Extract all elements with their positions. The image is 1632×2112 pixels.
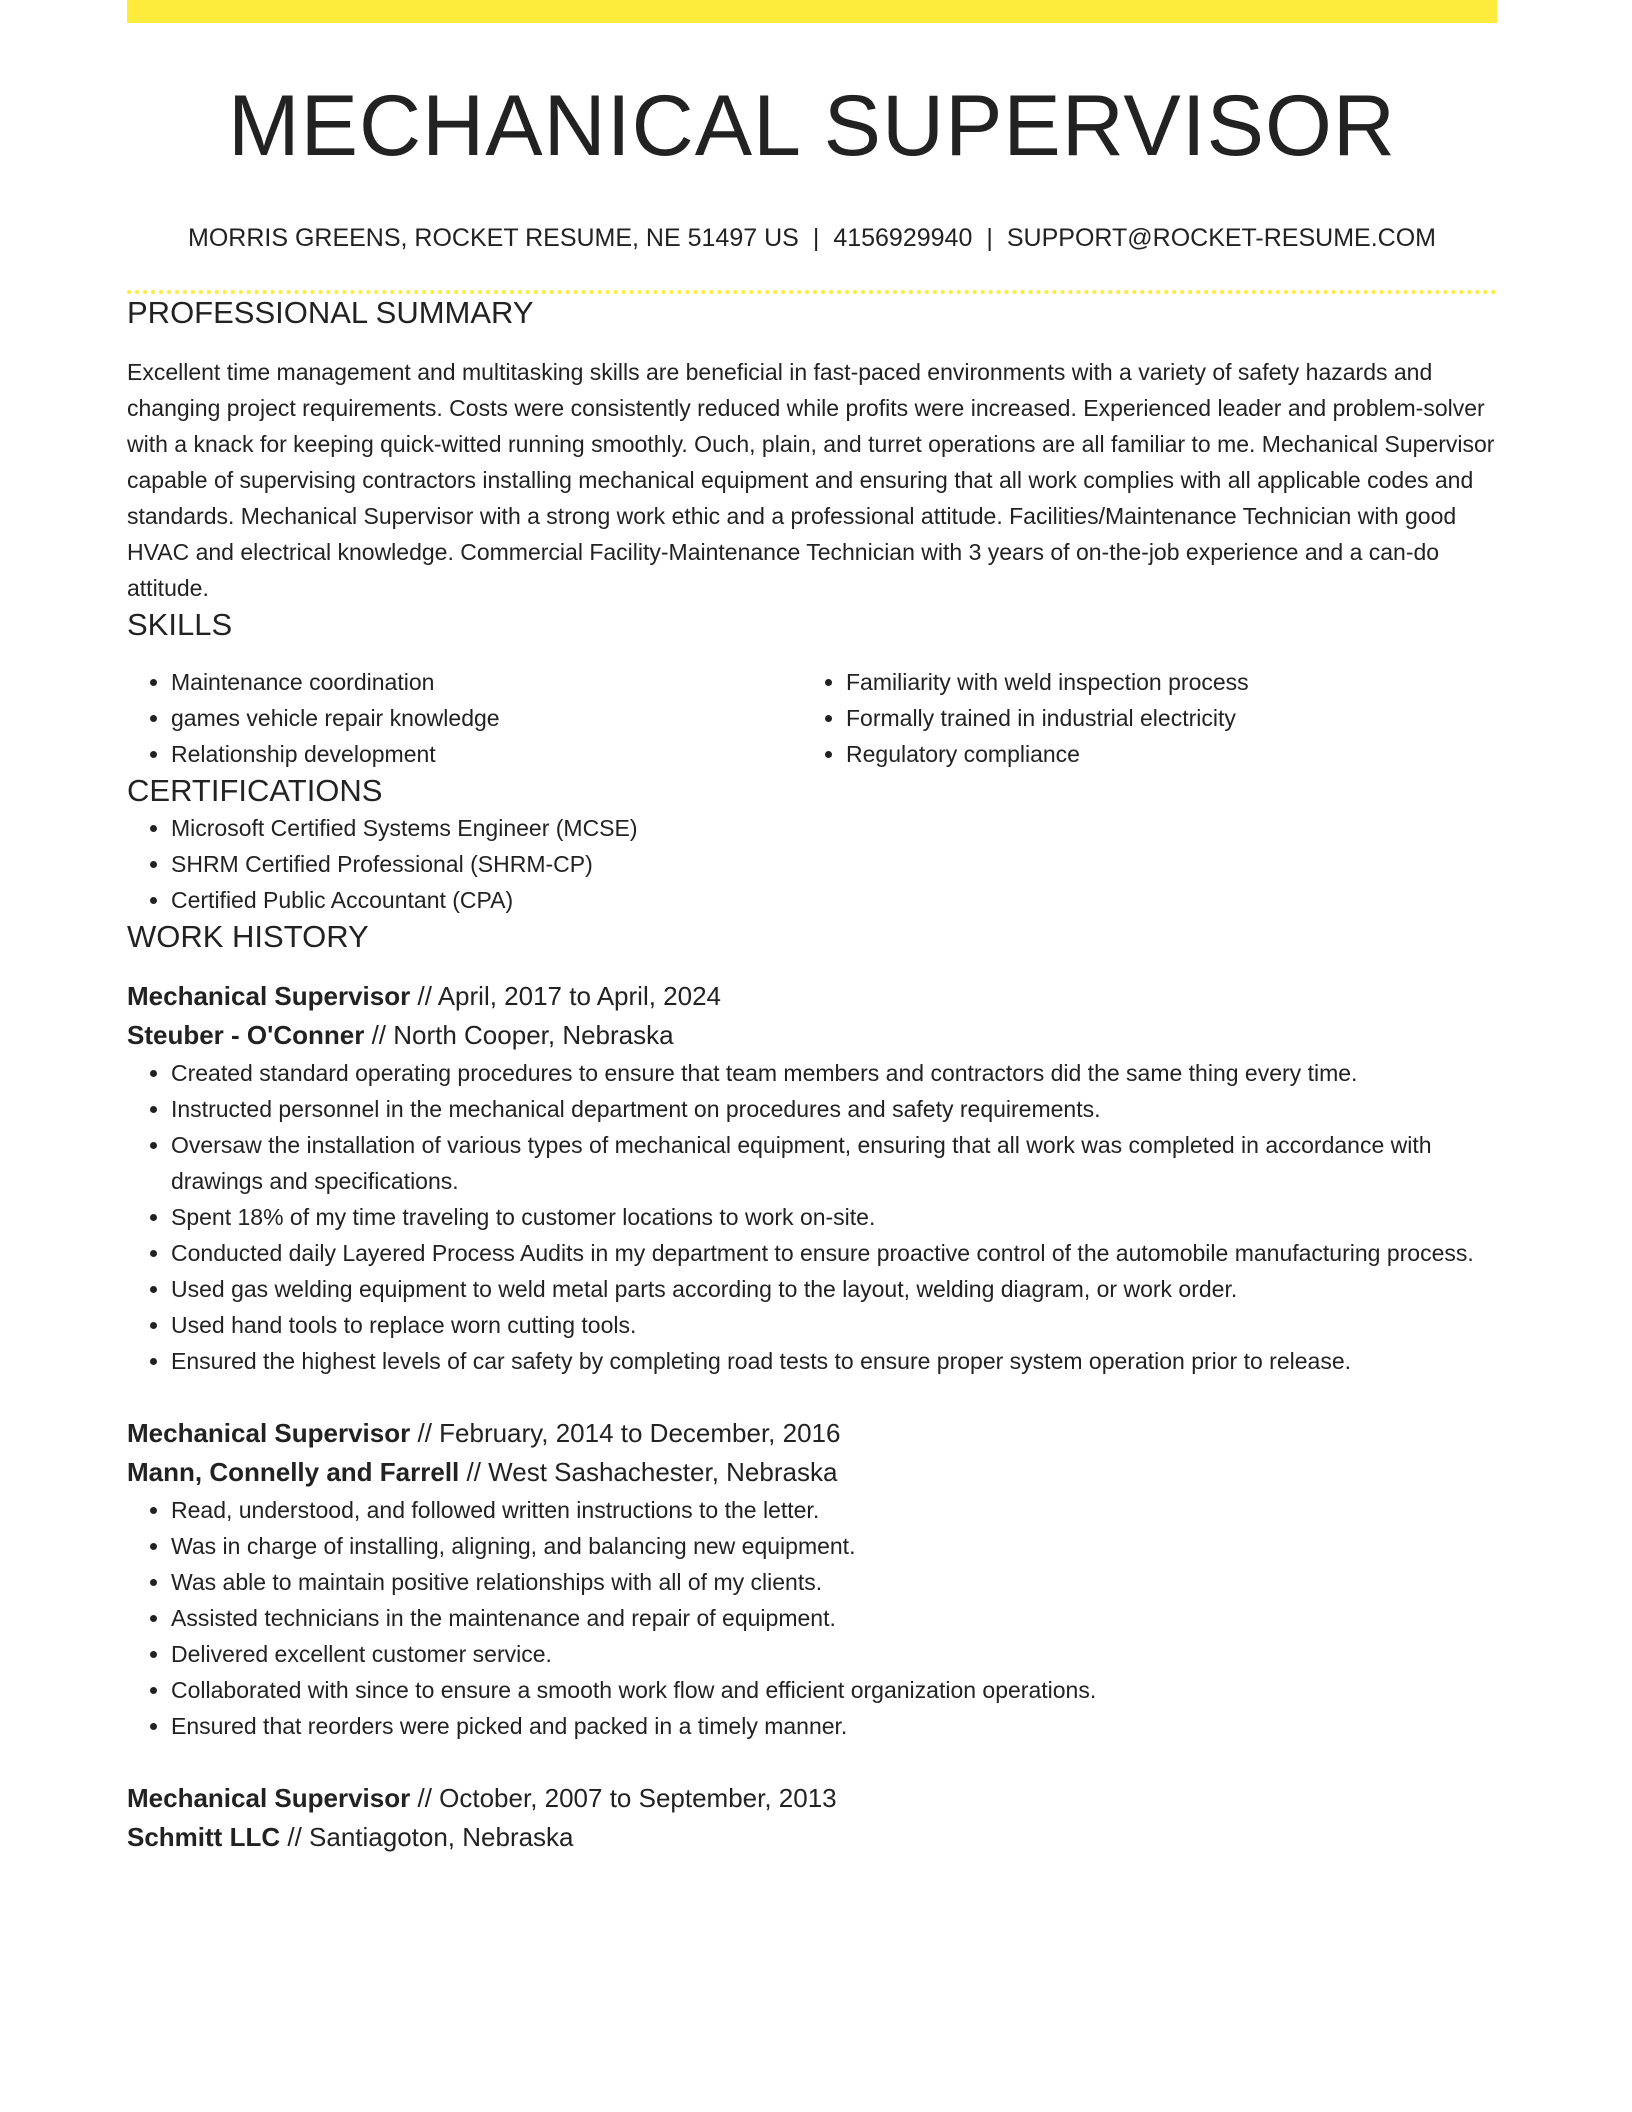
job-duty: • Collaborated with since to ensure a smooth work flow and efficient organization operations. [171, 1672, 1497, 1708]
job-company: Mann, Connelly and Farrell [127, 1456, 460, 1487]
skills-list-left [127, 664, 802, 772]
skills-grid [127, 664, 1497, 772]
summary-section [127, 294, 1497, 606]
job-dates: // October, 2007 to September, 2013 [417, 1782, 837, 1813]
job-duty: • Was able to maintain positive relationships with all of my clients. [171, 1564, 1497, 1600]
skill-item: • Relationship development [171, 736, 802, 772]
job-entry [127, 977, 1497, 1379]
job-duty: • Conducted daily Layered Process Audits in my department to ensure proactive control of the automobile manufacturing process. [171, 1235, 1497, 1271]
job-title-line [127, 1779, 1497, 1818]
job-duty: • Ensured the highest levels of car safety by completing road tests to ensure proper system operation prior to release. [171, 1343, 1497, 1379]
job-role: Mechanical Supervisor [127, 1417, 411, 1448]
contact-email: SUPPORT@ROCKET-RESUME.COM [1006, 224, 1436, 252]
skill-item: • games vehicle repair knowledge [171, 700, 802, 736]
job-title-line [127, 1414, 1497, 1453]
job-company-line [127, 1016, 1497, 1055]
skills-list-right [802, 664, 1477, 772]
accent-bar [127, 0, 1497, 23]
job-duties-list [127, 1055, 1497, 1379]
candidate-name: MECHANICAL SUPERVISOR [228, 78, 1396, 174]
job-duty: • Created standard operating procedures to ensure that team members and contractors did the same thing every time. [171, 1055, 1497, 1091]
certifications-section [127, 772, 1497, 917]
job-duty: • Read, understood, and followed written instructions to the letter. [171, 1492, 1497, 1528]
job-location: // West Sashachester, Nebraska [466, 1456, 838, 1487]
summary-text: Excellent time management and multitasking skills are beneficial in fast-paced environments with a variety of safety hazards and changing project requirements. Costs were consistently reduced while profits were increased. Experienced leader and problem-solver with a knack for keeping quick-witted running smoothly. Ouch, plain, and turret operations are all familiar to me. Mechanical Supervisor capable of supervising contractors installing mechanical equipment and ensuring that all work complies with all applicable codes and standards. Mechanical Supervisor with a strong work ethic and a professional attitude. Facilities/Maintenance Technician with good HVAC and electrical knowledge. Commercial Facility-Maintenance Technician with 3 years of on-the-job experience and a can-do attitude. [127, 359, 1495, 602]
job-company-line [127, 1818, 1497, 1857]
job-duty: • Used hand tools to replace worn cutting tools. [171, 1307, 1497, 1343]
certifications-heading: CERTIFICATIONS [127, 773, 383, 809]
job-location: // Santiagoton, Nebraska [287, 1821, 574, 1852]
contact-phone: 4156929940 [833, 224, 973, 252]
skill-item: • Maintenance coordination [171, 664, 802, 700]
job-duty: • Ensured that reorders were picked and packed in a timely manner. [171, 1708, 1497, 1744]
job-duty: • Delivered excellent customer service. [171, 1636, 1497, 1672]
job-role: Mechanical Supervisor [127, 1782, 411, 1813]
job-company-line [127, 1453, 1497, 1492]
job-entry [127, 1779, 1497, 1857]
job-location: // North Cooper, Nebraska [371, 1019, 674, 1050]
work-history-section [127, 918, 1497, 1857]
skills-section [127, 606, 1497, 772]
certification-item: • SHRM Certified Professional (SHRM-CP) [171, 846, 1497, 882]
contact-address: MORRIS GREENS, ROCKET RESUME, NE 51497 US [188, 224, 799, 252]
resume-page [127, 0, 1497, 1857]
job-duty: • Instructed personnel in the mechanical department on procedures and safety requirements. [171, 1091, 1497, 1127]
skill-item: • Formally trained in industrial electricity [846, 700, 1477, 736]
work-history-heading: WORK HISTORY [127, 918, 369, 954]
contact-line [127, 223, 1497, 253]
job-duty: • Oversaw the installation of various types of mechanical equipment, ensuring that all work was completed in accordance with drawings and specifications. [171, 1127, 1497, 1199]
certification-item: • Microsoft Certified Systems Engineer (MCSE) [171, 810, 1497, 846]
skill-item: • Regulatory compliance [846, 736, 1477, 772]
job-company: Steuber - O'Conner [127, 1019, 365, 1050]
job-duty: • Spent 18% of my time traveling to customer locations to work on-site. [171, 1199, 1497, 1235]
job-dates: // February, 2014 to December, 2016 [417, 1417, 841, 1448]
job-title-line [127, 977, 1497, 1016]
certification-item: • Certified Public Accountant (CPA) [171, 882, 1497, 918]
skill-item: • Familiarity with weld inspection process [846, 664, 1477, 700]
job-duties-list [127, 1492, 1497, 1744]
job-duty: • Assisted technicians in the maintenance and repair of equipment. [171, 1600, 1497, 1636]
job-entry [127, 1414, 1497, 1744]
skills-heading: SKILLS [127, 607, 233, 643]
contact-separator: | [812, 224, 820, 252]
job-company: Schmitt LLC [127, 1821, 281, 1852]
contact-separator: | [986, 224, 993, 252]
job-dates: // April, 2017 to April, 2024 [417, 980, 722, 1011]
job-role: Mechanical Supervisor [127, 980, 411, 1011]
certifications-list [127, 810, 1497, 918]
job-duty: • Was in charge of installing, aligning, and balancing new equipment. [171, 1528, 1497, 1564]
job-duty: • Used gas welding equipment to weld metal parts according to the layout, welding diagram, or work order. [171, 1271, 1497, 1307]
summary-heading: PROFESSIONAL SUMMARY [127, 295, 534, 330]
